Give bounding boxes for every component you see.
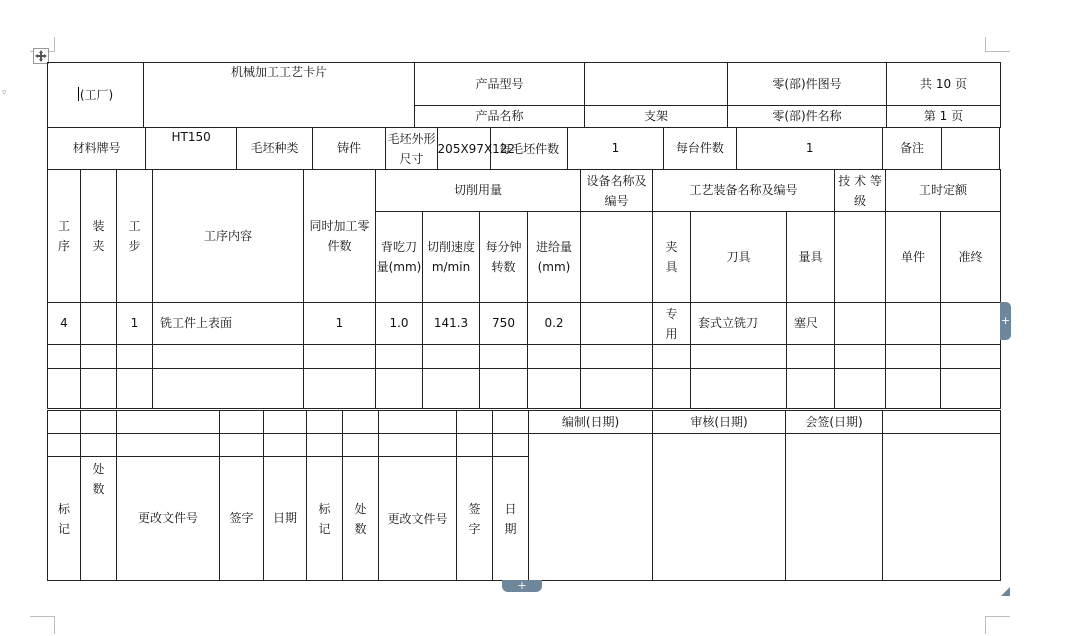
- product-name-value[interactable]: 支架: [585, 106, 728, 128]
- equipment-subheader: [581, 212, 653, 303]
- table-row[interactable]: [48, 369, 1001, 409]
- table-row[interactable]: [48, 345, 1001, 369]
- row-equipment[interactable]: [581, 303, 653, 345]
- count-label-2: 处数: [343, 457, 379, 581]
- content-header: 工序内容: [153, 170, 304, 303]
- reviewed-value[interactable]: [653, 434, 786, 581]
- crop-mark-top-right-v: [985, 37, 986, 52]
- factory-name: (工厂): [79, 87, 114, 102]
- card-title: 机械加工工艺卡片: [230, 65, 327, 79]
- crop-mark-bottom-left-h: [30, 616, 55, 617]
- parts-per-blank-label: 每毛坯件数: [490, 128, 568, 170]
- prep-time-header: 准终: [941, 212, 1001, 303]
- factory-cell[interactable]: [48, 63, 144, 128]
- equipment-header: 设备名称及编号: [581, 170, 653, 212]
- product-model-value[interactable]: [585, 63, 728, 106]
- blank-size-label: 毛坯外形尺寸: [386, 128, 437, 170]
- countersigned-value[interactable]: [786, 434, 883, 581]
- header-table: [47, 62, 1001, 128]
- parts-per-unit-label: 每台件数: [663, 128, 737, 170]
- crop-mark-bottom-right-v: [985, 616, 986, 634]
- signoff-table: [47, 410, 1001, 581]
- change-doc-label: 更改文件号: [117, 457, 220, 581]
- row-feed[interactable]: 0.2: [528, 303, 581, 345]
- plus-icon: +: [1000, 314, 1011, 327]
- change-doc-label-2: 更改文件号: [379, 457, 457, 581]
- date-label: 日期: [264, 457, 307, 581]
- cutting-group-header: 切削用量: [376, 170, 581, 212]
- remarks-value[interactable]: [941, 128, 999, 170]
- process-no-header: 工序: [48, 170, 81, 303]
- row-prep-time[interactable]: [941, 303, 1001, 345]
- row-content[interactable]: 铣工件上表面: [153, 303, 304, 345]
- plus-icon: +: [517, 579, 527, 592]
- count-label: 处数: [81, 457, 117, 581]
- material-grade-value[interactable]: HT150: [146, 128, 237, 170]
- time-quota-header: 工时定额: [886, 170, 1001, 212]
- part-drawing-no-label: 零(部)件图号: [728, 63, 887, 106]
- crop-mark-bottom-left-v: [54, 616, 55, 634]
- parts-per-unit-value[interactable]: 1: [737, 128, 883, 170]
- depth-of-cut-header: 背吃刀量(mm): [376, 212, 423, 303]
- material-table: [47, 127, 1000, 170]
- row-step[interactable]: 1: [117, 303, 153, 345]
- resize-icon[interactable]: [1001, 581, 1010, 590]
- signature-label: 签字: [220, 457, 264, 581]
- product-name-label: 产品名称: [415, 106, 585, 128]
- row-tech-grade[interactable]: [835, 303, 886, 345]
- total-pages: 共 10 页: [887, 63, 1001, 106]
- row-gauge[interactable]: 塞尺: [787, 303, 835, 345]
- table-row[interactable]: [48, 303, 1001, 345]
- signature-label-2: 签字: [457, 457, 493, 581]
- row-cutting-speed[interactable]: 141.3: [423, 303, 480, 345]
- countersigned-label: 会签(日期): [786, 411, 883, 434]
- process-table: [47, 169, 1001, 409]
- part-name-label: 零(部)件名称: [728, 106, 887, 128]
- mark-label-2: 标记: [307, 457, 343, 581]
- blank-size-value[interactable]: 205X97X122: [437, 128, 490, 170]
- row-simul-parts[interactable]: 1: [304, 303, 376, 345]
- page-no: 第 1 页: [887, 106, 1001, 128]
- setup-header: 装夹: [81, 170, 117, 303]
- material-grade-label: 材料牌号: [48, 128, 146, 170]
- gauge-header: 量具: [787, 212, 835, 303]
- reviewed-label: 审核(日期): [653, 411, 786, 434]
- row-unit-time[interactable]: [886, 303, 941, 345]
- add-row-button[interactable]: [502, 580, 542, 592]
- row-setup[interactable]: [81, 303, 117, 345]
- unit-time-header: 单件: [886, 212, 941, 303]
- tech-grade-subheader: [835, 212, 886, 303]
- spindle-speed-header: 每分钟转数: [480, 212, 528, 303]
- compiled-label: 编制(日期): [529, 411, 653, 434]
- date-label-2: 日期: [493, 457, 529, 581]
- crop-mark-top-left-v: [54, 37, 55, 52]
- blank-type-value[interactable]: 铸件: [312, 128, 386, 170]
- collapse-marker-icon: ▿: [2, 88, 7, 98]
- tooling-group-header: 工艺装备名称及编号: [653, 170, 835, 212]
- step-header: 工步: [117, 170, 153, 303]
- row-spindle-speed[interactable]: 750: [480, 303, 528, 345]
- fixture-header: 夹具: [653, 212, 691, 303]
- row-cutter[interactable]: 套式立铣刀: [691, 303, 787, 345]
- row-fixture[interactable]: 专用: [653, 303, 691, 345]
- remarks-label: 备注: [883, 128, 941, 170]
- add-column-button[interactable]: [1000, 302, 1011, 340]
- compiled-value[interactable]: [529, 434, 653, 581]
- card-title-cell[interactable]: [144, 63, 415, 128]
- blank-type-label: 毛坯种类: [237, 128, 313, 170]
- crop-mark-top-right-h: [985, 51, 1010, 52]
- parts-per-blank-value[interactable]: 1: [568, 128, 663, 170]
- row-process-no[interactable]: 4: [48, 303, 81, 345]
- tech-grade-header: 技 术 等 级: [835, 170, 886, 212]
- feed-header: 进给量(mm): [528, 212, 581, 303]
- cutter-header: 刀具: [691, 212, 787, 303]
- mark-label: 标记: [48, 457, 81, 581]
- simul-parts-header: 同时加工零件数: [304, 170, 376, 303]
- crop-mark-bottom-right-h: [985, 616, 1010, 617]
- text-cursor: [78, 87, 79, 101]
- row-depth-of-cut[interactable]: 1.0: [376, 303, 423, 345]
- cutting-speed-header: 切削速度m/min: [423, 212, 480, 303]
- product-model-label: 产品型号: [415, 63, 585, 106]
